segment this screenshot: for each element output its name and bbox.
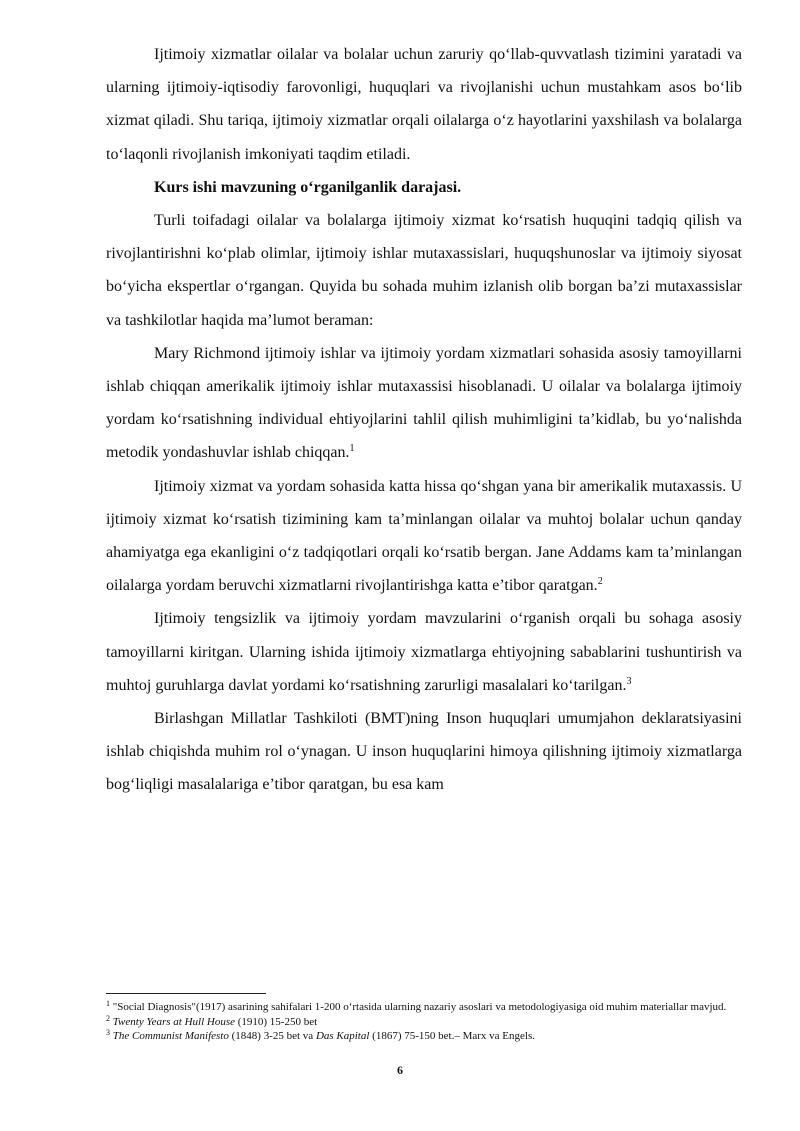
paragraph-text: Turli toifadagi oilalar va bolalarga ijtimoiy xizmat ko‘rsatish huquqini tadqiq qilish va rivojlantirishni ko‘plab olimlar, ijtimoiy ishlar mutaxassislari, huquqshunoslar va ijtimoiy siyosat bo‘yicha ekspertlar o‘rgangan. Quyida bu sohada muhim izlanish olib borgan ba’zi mutaxassislar va tashkilotlar haqida ma’lumot beraman: <box>106 212 742 329</box>
footnote-separator <box>106 993 266 994</box>
footnote-text: (1848) 3-25 bet va <box>228 1030 316 1042</box>
paragraph-text: Mary Richmond ijtimoiy ishlar va ijtimoiy yordam xizmatlari sohasida asosiy tamoyillarni ishlab chiqqan amerikalik ijtimoiy ishlar mutaxassisi hisoblanadi. U oilalar va bolalarga ijtimoiy yordam ko‘rsatishning individual ehtiyojlarini tahlil qilish muhimligini ta’kidlab, bu yo‘nalishda metodik yondashuvlar ishlab chiqqan. <box>106 344 742 462</box>
paragraph-text: Birlashgan Millatlar Tashkiloti (BMT)ning Inson huquqlari umumjahon deklaratsiyasini ishlab chiqishda muhim rol o‘ynagan. U inson huquqlarini himoya qilishning ijtimoiy xizmatlarga bog‘liqligi masalalariga e’tibor qaratgan, bu esa kam <box>106 710 742 794</box>
paragraph <box>106 602 742 702</box>
paragraph <box>106 470 742 603</box>
footnotes <box>106 1000 742 1044</box>
page-number: 6 <box>397 1063 403 1077</box>
footnote-reference[interactable]: 3 <box>626 675 632 687</box>
footnote <box>106 1029 742 1044</box>
footnote-text: (1910) 15-250 bet <box>234 1015 318 1028</box>
footnote-text: "Social Diagnosis"(1917) asarining sahifalari 1-200 o‘rtasida ularning nazariy asoslari va metodologiyasiga oid muhim materiallar mavjud. <box>112 1001 727 1013</box>
footnote-book-title: Das Kapital <box>315 1030 370 1042</box>
body-text <box>106 38 742 802</box>
footnote-reference[interactable]: 1 <box>349 443 355 455</box>
paragraph <box>106 38 742 171</box>
section-heading-text: Kurs ishi mavzuning o‘rganilganlik darajasi. <box>154 178 462 196</box>
footnote-number: 3 <box>106 1028 110 1037</box>
paragraph-text: Ijtimoiy tengsizlik va ijtimoiy yordam mavzularini o‘rganish orqali bu sohaga asosiy tamoyillarni kiritgan. Ularning ishida ijtimoiy xizmatlarga ehtiyojning sabablarini tushuntirish va muhtoj guruhlarga davlat yordami ko‘rsatishning zarurligi masalalari ko‘tarilgan. <box>106 610 742 694</box>
footnote-number: 1 <box>106 999 110 1008</box>
paragraph <box>106 702 742 802</box>
footnote <box>106 1000 742 1015</box>
section-heading <box>106 171 742 204</box>
paragraph <box>106 204 742 337</box>
paragraph-text: Ijtimoiy xizmat va yordam sohasida katta hissa qo‘shgan yana bir amerikalik mutaxassis. U ijtimoiy xizmat ko‘rsatish tizimining kam ta’minlangan oilalar va muhtoj bolalar uchun qanday ahamiyatga ega ekanligini o‘z tadqiqotlari orqali ko‘rsatib bergan. Jane Addams kam ta’minlangan oilalarga yordam beruvchi xizmatlarni rivojlantirishga katta e’tibor qaratgan. <box>106 477 742 595</box>
footnote-text: (1867) 75-150 bet.– Marx va Engels. <box>369 1030 535 1042</box>
footnote-book-title: Twenty Years at Hull House <box>112 1015 235 1028</box>
footnote-reference[interactable]: 2 <box>597 576 603 588</box>
footnote <box>106 1015 742 1030</box>
footnote-number: 2 <box>106 1013 110 1023</box>
paragraph-text: Ijtimoiy xizmatlar oilalar va bolalar uchun zaruriy qo‘llab-quvvatlash tizimini yaratadi va ularning ijtimoiy-iqtisodiy farovonligi, huquqlari va rivojlanishi uchun mustahkam asos bo‘lib xizmat qiladi. Shu tariqa, ijtimoiy xizmatlar orqali oilalarga o‘z hayotlarini yaxshilash va bolalarga to‘laqonli rivojlanish imkoniyati taqdim etiladi. <box>106 46 742 163</box>
footnote-book-title: The Communist Manifesto <box>112 1030 229 1042</box>
paragraph <box>106 337 742 470</box>
